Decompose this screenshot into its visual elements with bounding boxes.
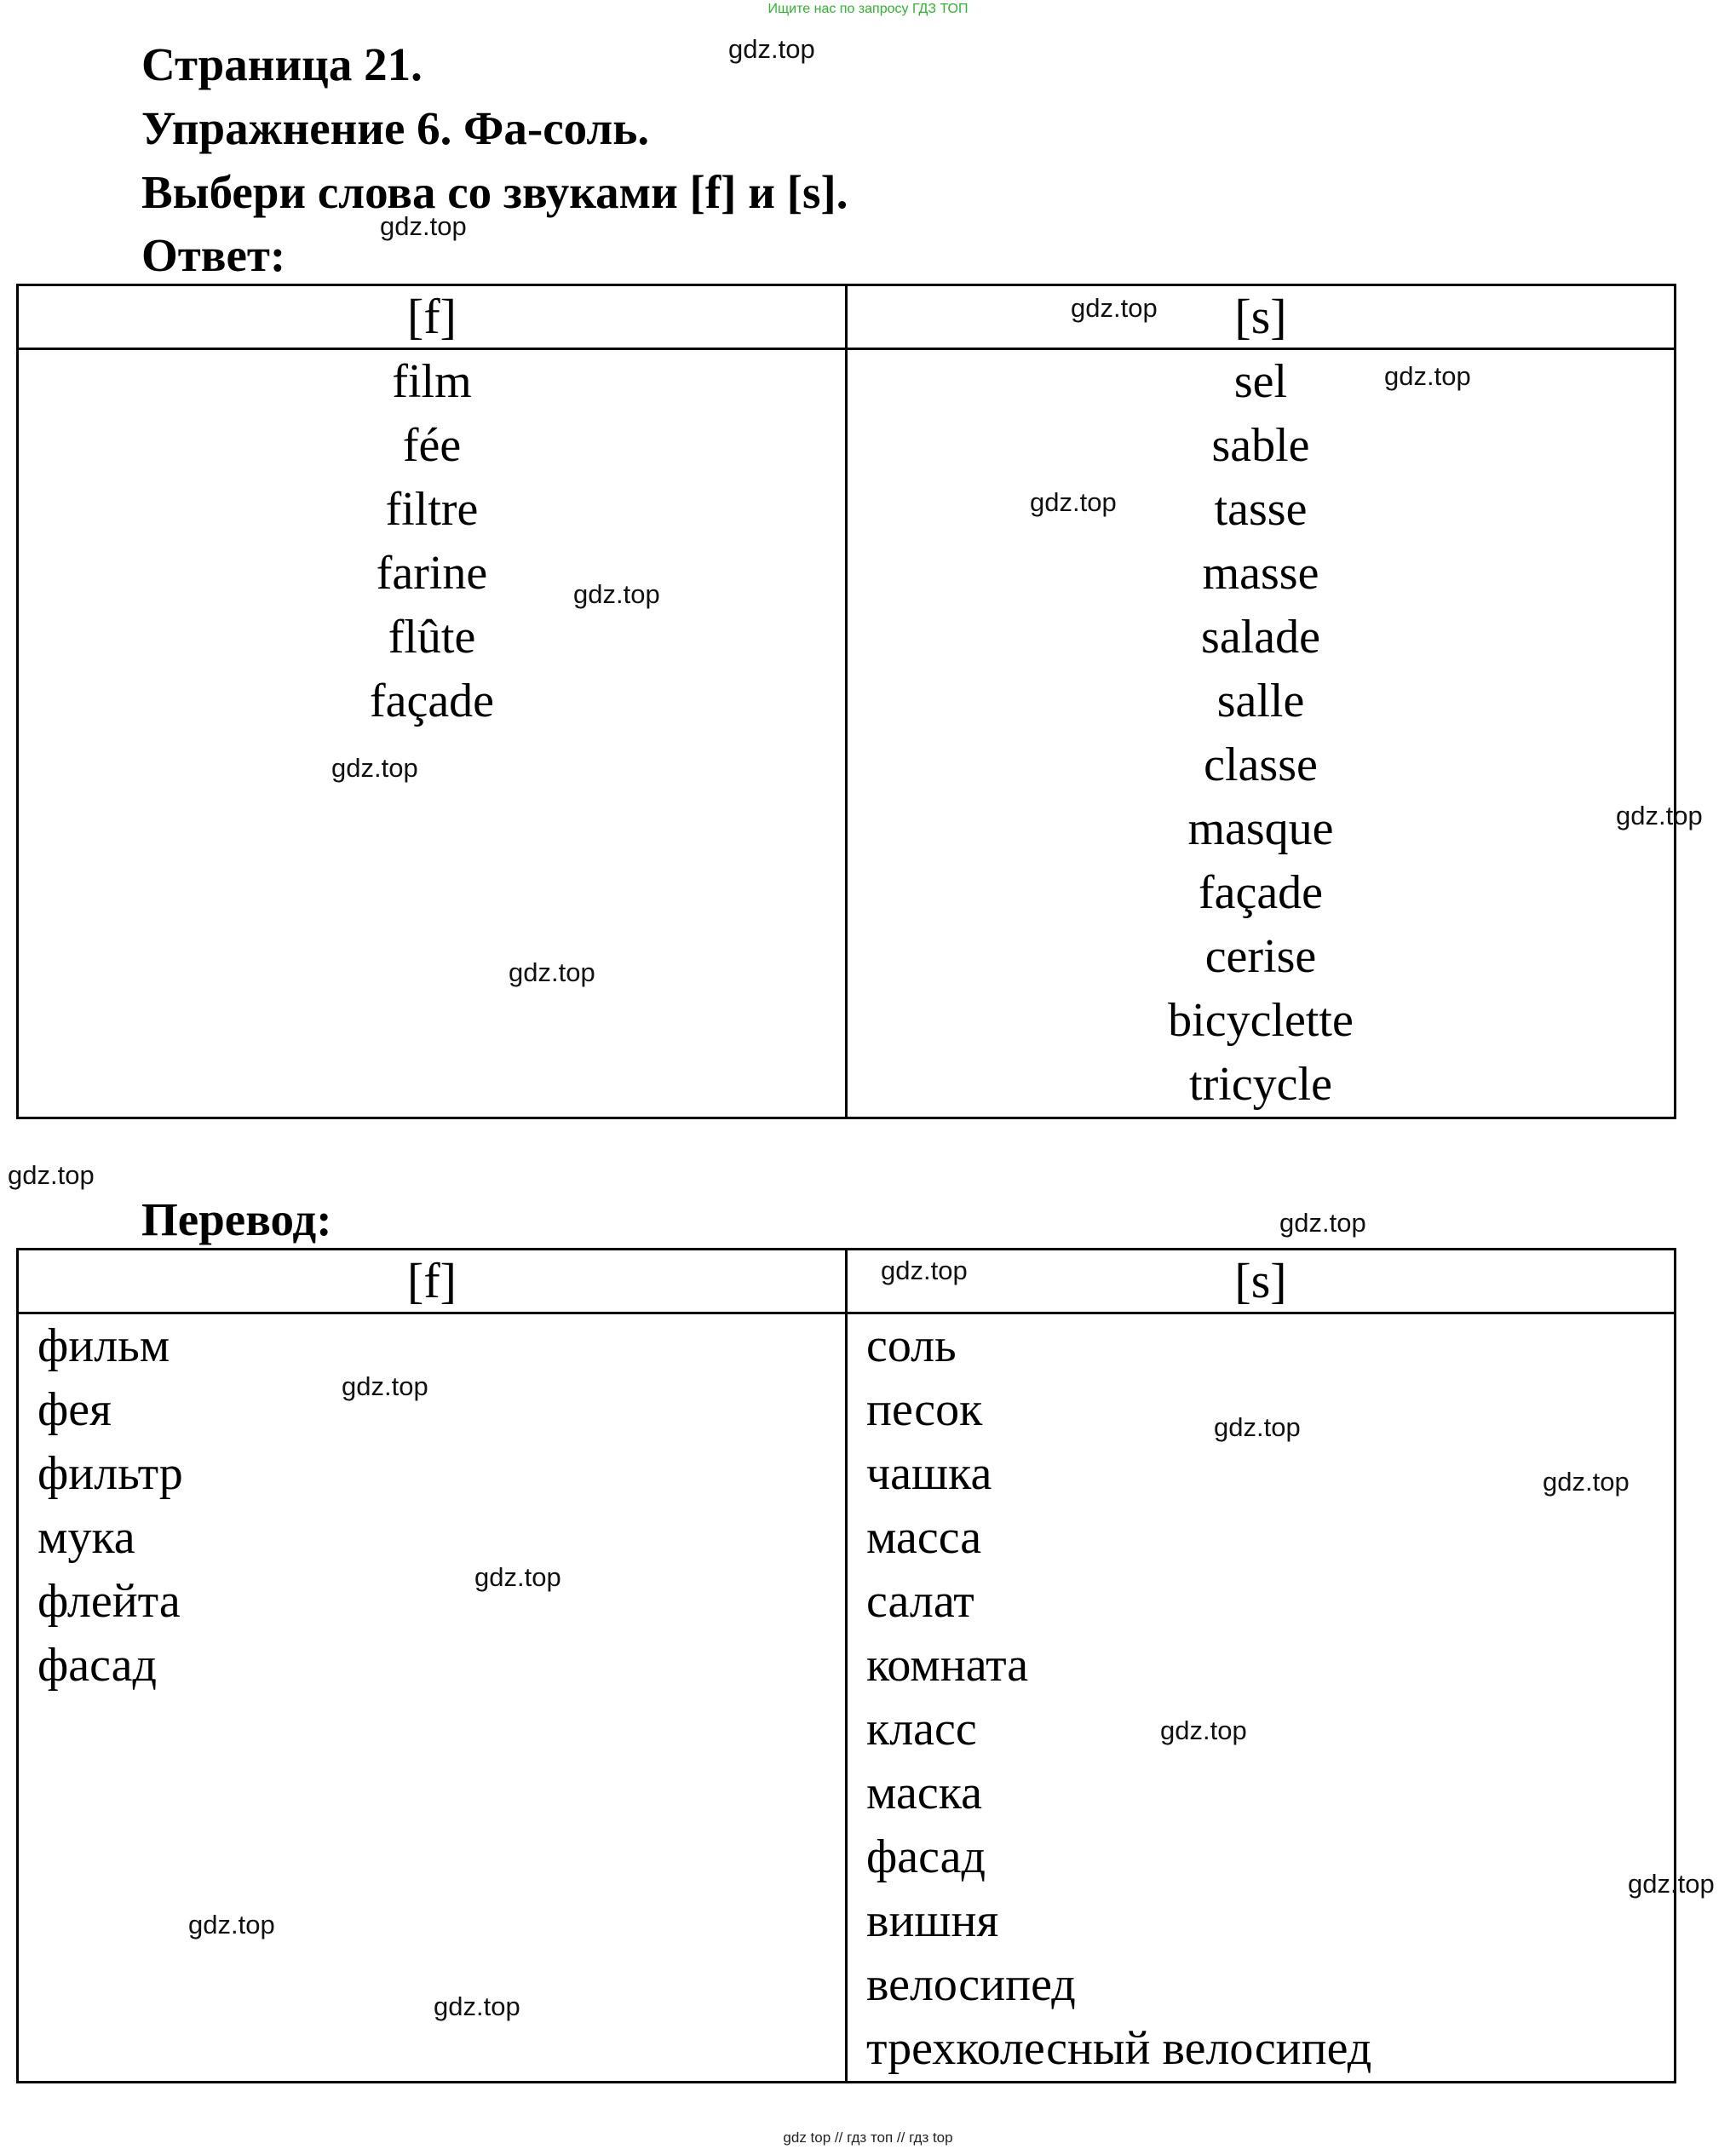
watermark: gdz.top	[380, 211, 467, 241]
word-item: façade	[369, 675, 495, 727]
word-item: cerise	[1204, 930, 1317, 983]
task-text: Выбери слова со звуками [f] и [s].	[141, 166, 848, 218]
answer-f-cell	[18, 349, 847, 1118]
watermark: gdz.top	[881, 1256, 968, 1285]
word-item: масса	[866, 1511, 982, 1564]
exercise-title: Упражнение 6. Фа-соль.	[141, 102, 650, 154]
word-item: bicyclette	[1168, 994, 1354, 1047]
watermark: gdz.top	[434, 1991, 520, 2021]
word-item: façade	[1198, 866, 1324, 919]
word-item: tasse	[1214, 483, 1308, 536]
word-item: фея	[37, 1383, 112, 1436]
word-item: classe	[1204, 738, 1318, 791]
translation-header-s: [s]	[847, 1250, 1676, 1313]
word-item: фильтр	[37, 1447, 183, 1500]
watermark: gdz.top	[331, 753, 418, 783]
watermark: gdz.top	[728, 34, 815, 64]
word-item: песок	[866, 1383, 983, 1436]
word-item: salle	[1216, 675, 1305, 727]
answer-label: Ответ:	[141, 229, 286, 281]
translation-table	[16, 1248, 1676, 2083]
watermark: gdz.top	[1628, 1869, 1715, 1899]
answer-s-list	[848, 350, 1674, 1117]
watermark: gdz.top	[188, 1910, 275, 1940]
word-item: film	[392, 355, 472, 408]
footer: gdz top // гдз топ // гдз top	[783, 2129, 953, 2146]
translation-f-list	[19, 1314, 845, 1698]
watermark: gdz.top	[1279, 1208, 1366, 1238]
word-item: tricycle	[1189, 1058, 1332, 1111]
answer-table	[16, 284, 1676, 1119]
watermark: gdz.top	[1616, 801, 1703, 830]
word-item: filtre	[385, 483, 479, 536]
answer-s-cell	[847, 349, 1676, 1118]
word-item: фильм	[37, 1319, 170, 1372]
watermark: gdz.top	[1030, 487, 1117, 517]
watermark: gdz.top	[1543, 1467, 1630, 1497]
answer-header-s: [s]	[847, 285, 1676, 349]
watermark: gdz.top	[1214, 1412, 1301, 1442]
word-item: sel	[1233, 355, 1288, 408]
word-item: флейта	[37, 1575, 181, 1628]
word-item: мука	[37, 1511, 135, 1564]
word-item: flûte	[388, 611, 476, 664]
word-item: салат	[866, 1575, 974, 1628]
word-item: велосипед	[866, 1958, 1076, 2011]
word-item: трехколесный велосипед	[866, 2022, 1372, 2075]
answer-header-f: [f]	[18, 285, 847, 349]
word-item: sable	[1211, 419, 1310, 472]
word-item: farine	[376, 547, 488, 600]
word-item: соль	[866, 1319, 957, 1372]
word-item: salade	[1201, 611, 1320, 664]
watermark: gdz.top	[509, 957, 595, 987]
answer-f-list	[19, 350, 845, 733]
watermark: gdz.top	[1384, 361, 1471, 391]
word-item: комната	[866, 1639, 1029, 1692]
translation-label: Перевод:	[141, 1193, 332, 1245]
word-item: чашка	[866, 1447, 992, 1500]
word-item: фасад	[866, 1830, 986, 1883]
word-item: вишня	[866, 1894, 999, 1947]
word-item: фасад	[37, 1639, 158, 1692]
word-item: masque	[1187, 802, 1334, 855]
word-item: fée	[402, 419, 462, 472]
watermark: gdz.top	[342, 1371, 428, 1401]
word-item: masse	[1202, 547, 1319, 600]
watermark: gdz.top	[1071, 293, 1158, 323]
translation-header-f: [f]	[18, 1250, 847, 1313]
page-title: Страница 21.	[141, 38, 423, 90]
word-item: класс	[866, 1703, 977, 1756]
top-banner: Ищите нас по запросу ГДЗ ТОП	[767, 2, 969, 16]
watermark: gdz.top	[1160, 1715, 1247, 1745]
word-item: маска	[866, 1767, 982, 1819]
watermark: gdz.top	[474, 1562, 561, 1592]
translation-f-cell	[18, 1313, 847, 2083]
watermark: gdz.top	[8, 1160, 95, 1190]
watermark: gdz.top	[573, 579, 660, 609]
